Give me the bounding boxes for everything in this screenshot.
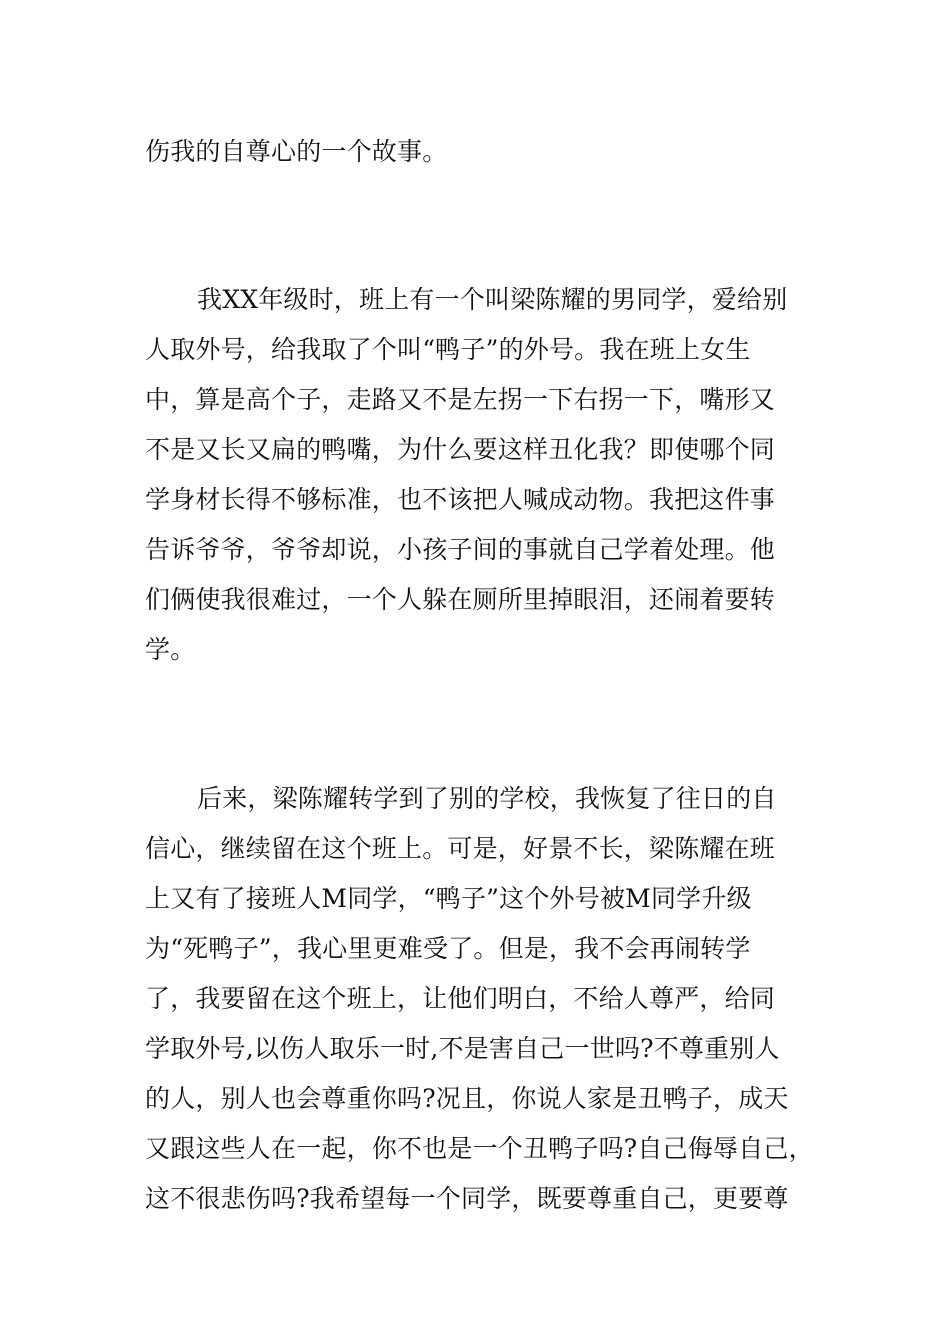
paragraph-3-line-6: 学取外号,以伤人取乐一时,不是害自己一世吗?不尊重别人 [145,1034,780,1063]
paragraph-3-line-8: 又跟这些人在一起，你不也是一个丑鸭子吗?自己侮辱自己， [145,1134,814,1163]
paragraph-2-line-4: 不是又长又扁的鸭嘴，为什么要这样丑化我？即使哪个同 [145,435,776,464]
paragraph-2-line-5: 学身材长得不够标准，也不该把人喊成动物。我把这件事 [145,485,776,514]
paragraph-3-line-2: 信心，继续留在这个班上。可是，好景不长，梁陈耀在班 [145,834,776,863]
paragraph-3-line-3: 上又有了接班人M同学，“鸭子”这个外号被M同学升级 [145,884,752,913]
paragraph-1-line-1: 伤我的自尊心的一个故事。 [145,137,448,166]
paragraph-2-line-6: 告诉爷爷，爷爷却说，小孩子间的事就自己学着处理。他 [145,535,776,564]
paragraph-3-line-9: 这不很悲伤吗?我希望每一个同学，既要尊重自己，更要尊 [145,1184,789,1213]
paragraph-3-line-5: 了，我要留在这个班上，让他们明白，不给人尊严，给同 [145,984,776,1013]
paragraph-3-line-4: 为“死鸭子”，我心里更难受了。但是，我不会再闹转学 [145,934,751,963]
paragraph-2-line-1: 我XX年级时，班上有一个叫梁陈耀的男同学，爱给别 [197,285,788,314]
paragraph-3-line-1: 后来，梁陈耀转学到了别的学校，我恢复了往日的自 [197,784,777,813]
paragraph-3-line-7: 的人，别人也会尊重你吗?况且，你说人家是丑鸭子，成天 [145,1084,789,1113]
paragraph-2-line-3: 中，算是高个子，走路又不是左拐一下右拐一下，嘴形又 [145,385,776,414]
paragraph-2-line-2: 人取外号，给我取了个叫“鸭子”的外号。我在班上女生 [145,335,751,364]
paragraph-2-line-7: 们俩使我很难过，一个人躲在厕所里掉眼泪，还闹着要转 [145,585,776,614]
paragraph-2-line-8: 学。 [145,635,196,664]
